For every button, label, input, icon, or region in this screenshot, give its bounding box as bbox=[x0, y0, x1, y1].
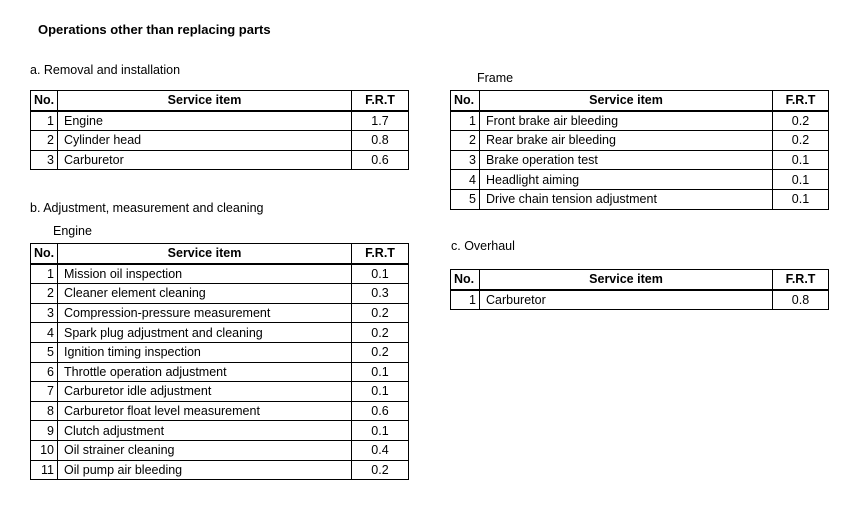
row-number: 2 bbox=[451, 131, 480, 151]
table-row bbox=[31, 401, 409, 421]
section-a-heading: a. Removal and installation bbox=[30, 63, 181, 77]
row-service-item: Engine bbox=[58, 111, 352, 131]
table-header-row bbox=[31, 91, 409, 111]
row-frt: 0.4 bbox=[352, 440, 409, 460]
column-header-service-item: Service item bbox=[58, 91, 352, 111]
row-service-item: Front brake air bleeding bbox=[480, 111, 773, 131]
table-row bbox=[31, 440, 409, 460]
row-number: 9 bbox=[31, 421, 58, 441]
row-frt: 0.1 bbox=[352, 382, 409, 402]
table-row bbox=[451, 189, 829, 209]
row-number: 11 bbox=[31, 460, 58, 480]
row-frt: 0.2 bbox=[352, 460, 409, 480]
removal-installation-table bbox=[30, 90, 409, 170]
table-row bbox=[31, 284, 409, 304]
table-row bbox=[31, 362, 409, 382]
row-service-item: Cleaner element cleaning bbox=[58, 284, 352, 304]
row-number: 1 bbox=[31, 111, 58, 131]
column-header-frt: F.R.T bbox=[352, 91, 409, 111]
row-service-item: Carburetor float level measurement bbox=[58, 401, 352, 421]
table-row bbox=[31, 421, 409, 441]
column-header-no: No. bbox=[451, 91, 480, 111]
row-number: 4 bbox=[451, 170, 480, 190]
row-frt: 0.6 bbox=[352, 401, 409, 421]
row-frt: 0.1 bbox=[773, 170, 829, 190]
engine-subheading: Engine bbox=[53, 224, 92, 238]
table-row bbox=[31, 150, 409, 170]
row-number: 8 bbox=[31, 401, 58, 421]
table-row bbox=[31, 131, 409, 151]
table-row bbox=[451, 150, 829, 170]
row-frt: 0.1 bbox=[773, 150, 829, 170]
table-row bbox=[451, 131, 829, 151]
row-number: 6 bbox=[31, 362, 58, 382]
overhaul-table bbox=[450, 269, 829, 310]
row-service-item: Oil pump air bleeding bbox=[58, 460, 352, 480]
row-service-item: Headlight aiming bbox=[480, 170, 773, 190]
section-b-heading: b. Adjustment, measurement and cleaning bbox=[30, 201, 264, 215]
column-header-frt: F.R.T bbox=[773, 270, 829, 290]
table-row bbox=[451, 170, 829, 190]
column-header-frt: F.R.T bbox=[773, 91, 829, 111]
section-c-heading: c. Overhaul bbox=[451, 239, 515, 253]
row-frt: 0.8 bbox=[773, 290, 829, 310]
row-number: 2 bbox=[31, 131, 58, 151]
row-service-item: Throttle operation adjustment bbox=[58, 362, 352, 382]
row-number: 4 bbox=[31, 323, 58, 343]
row-service-item: Drive chain tension adjustment bbox=[480, 189, 773, 209]
column-header-service-item: Service item bbox=[480, 91, 773, 111]
column-header-no: No. bbox=[451, 270, 480, 290]
row-service-item: Cylinder head bbox=[58, 131, 352, 151]
row-frt: 0.2 bbox=[773, 131, 829, 151]
row-number: 2 bbox=[31, 284, 58, 304]
column-header-frt: F.R.T bbox=[352, 244, 409, 264]
frame-adjustment-table bbox=[450, 90, 829, 210]
row-number: 5 bbox=[31, 342, 58, 362]
row-service-item: Rear brake air bleeding bbox=[480, 131, 773, 151]
table-header-row bbox=[451, 270, 829, 290]
row-number: 7 bbox=[31, 382, 58, 402]
row-service-item: Brake operation test bbox=[480, 150, 773, 170]
page-title: Operations other than replacing parts bbox=[38, 22, 271, 37]
column-header-no: No. bbox=[31, 244, 58, 264]
row-service-item: Carburetor bbox=[480, 290, 773, 310]
row-number: 3 bbox=[31, 303, 58, 323]
row-frt: 0.2 bbox=[352, 323, 409, 343]
row-frt: 0.3 bbox=[352, 284, 409, 304]
row-service-item: Clutch adjustment bbox=[58, 421, 352, 441]
row-number: 10 bbox=[31, 440, 58, 460]
row-frt: 0.2 bbox=[352, 342, 409, 362]
row-service-item: Ignition timing inspection bbox=[58, 342, 352, 362]
row-frt: 0.2 bbox=[773, 111, 829, 131]
row-service-item: Carburetor idle adjustment bbox=[58, 382, 352, 402]
row-number: 1 bbox=[31, 264, 58, 284]
row-service-item: Compression-pressure measurement bbox=[58, 303, 352, 323]
column-header-service-item: Service item bbox=[58, 244, 352, 264]
table-row bbox=[31, 460, 409, 480]
table-row bbox=[31, 264, 409, 284]
row-number: 3 bbox=[31, 150, 58, 170]
table-row bbox=[31, 303, 409, 323]
row-frt: 0.1 bbox=[352, 264, 409, 284]
row-number: 1 bbox=[451, 290, 480, 310]
column-header-service-item: Service item bbox=[480, 270, 773, 290]
frame-subheading: Frame bbox=[477, 71, 514, 85]
row-frt: 0.1 bbox=[773, 189, 829, 209]
row-number: 5 bbox=[451, 189, 480, 209]
row-number: 3 bbox=[451, 150, 480, 170]
column-header-no: No. bbox=[31, 91, 58, 111]
row-frt: 0.6 bbox=[352, 150, 409, 170]
table-row bbox=[31, 382, 409, 402]
row-frt: 0.8 bbox=[352, 131, 409, 151]
table-row bbox=[31, 342, 409, 362]
table-row bbox=[451, 111, 829, 131]
row-frt: 1.7 bbox=[352, 111, 409, 131]
table-row bbox=[31, 323, 409, 343]
table-row bbox=[451, 290, 829, 310]
row-service-item: Oil strainer cleaning bbox=[58, 440, 352, 460]
row-service-item: Spark plug adjustment and cleaning bbox=[58, 323, 352, 343]
row-frt: 0.2 bbox=[352, 303, 409, 323]
engine-adjustment-table bbox=[30, 243, 409, 480]
row-frt: 0.1 bbox=[352, 421, 409, 441]
table-header-row bbox=[31, 244, 409, 264]
row-service-item: Mission oil inspection bbox=[58, 264, 352, 284]
table-header-row bbox=[451, 91, 829, 111]
row-service-item: Carburetor bbox=[58, 150, 352, 170]
table-row bbox=[31, 111, 409, 131]
row-number: 1 bbox=[451, 111, 480, 131]
row-frt: 0.1 bbox=[352, 362, 409, 382]
